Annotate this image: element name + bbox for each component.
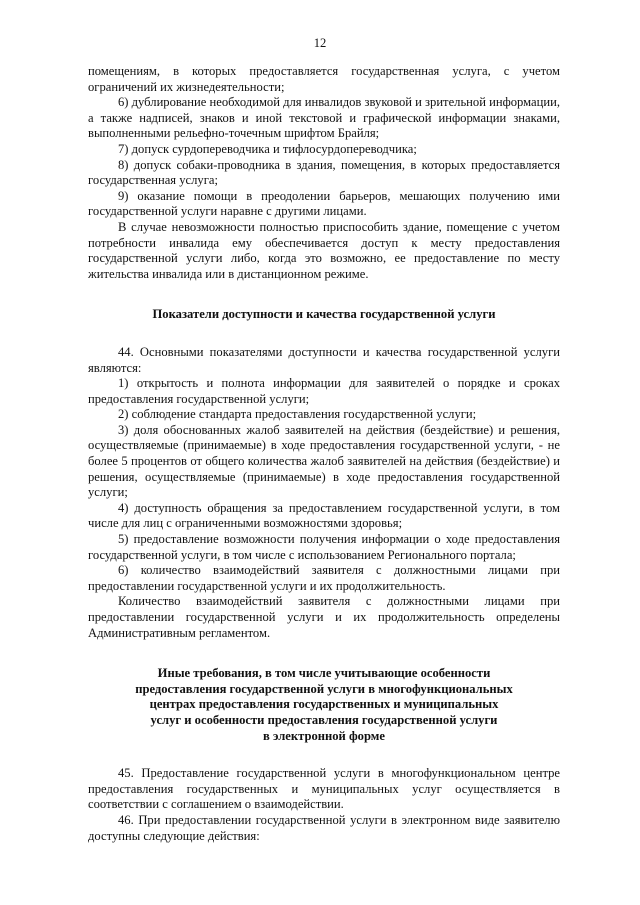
list-item: 5) предоставление возможности получения информации о ходе предоставления государственной услуги, в том числе с использованием Регионального портала;: [88, 532, 560, 562]
paragraph: помещениям, в которых предоставляется государственная услуга, с учетом ограничений их жизнедеятельности;: [88, 64, 560, 94]
heading-line: Иные требования, в том числе учитывающие особенности: [157, 666, 491, 681]
paragraph: В случае невозможности полностью приспособить здание, помещение с учетом потребности инвалида ему обеспечивается доступ к месту предоставления государственной услуги либо, когда это возможно, ее предоставление по месту жительства инвалида или в дистанционном режиме.: [88, 219, 560, 281]
heading-line: центрах предоставления государственных и муниципальных: [149, 697, 499, 712]
list-item: 7) допуск сурдопереводчика и тифлосурдопереводчика;: [118, 141, 417, 156]
list-item: 6) количество взаимодействий заявителя с должностными лицами при предоставлении государственной услуги и их продолжительность.: [88, 563, 560, 593]
list-item: 2) соблюдение стандарта предоставления государственной услуги;: [118, 407, 477, 422]
section-heading-accessibility: Показатели доступности и качества государственной услуги: [152, 307, 496, 322]
paragraph: 45. Предоставление государственной услуги в многофункциональном центре предоставления государственных и муниципальных услуг осуществляется в соответствии с соглашением о взаимодействии.: [88, 766, 560, 812]
list-item: 8) допуск собаки-проводника в здания, помещения, в которых предоставляется государственная услуга;: [88, 157, 560, 188]
heading-line: предоставления государственной услуги в многофункциональных: [135, 681, 513, 696]
list-item: 4) доступность обращения за предоставлением государственной услуги, в том числе для лиц с ограниченными возможностями здоровья;: [88, 500, 560, 531]
page-number: 12: [313, 36, 327, 50]
list-item: 9) оказание помощи в преодолении барьеров, мешающих получению ими государственной услуги наравне с другими лицами.: [88, 188, 560, 219]
heading-line: в электронной форме: [263, 728, 385, 743]
paragraph: 46. При предоставлении государственной услуги в электронном виде заявителю доступны следующие действия:: [88, 812, 560, 843]
paragraph: 44. Основными показателями доступности и качества государственной услуги являются:: [88, 344, 560, 375]
heading-line: услуг и особенности предоставления государственной услуги: [150, 712, 498, 727]
list-item: 3) доля обоснованных жалоб заявителей на действия (бездействие) и решения, осуществляемые (принимаемые) в ходе предоставления государственной услуги, - не более 5 процентов от общего количества жалоб заявителей на действия (бездействие) и решения, осуществляемые (принимаемые) в ходе предоставления государственной услуги;: [88, 422, 560, 500]
paragraph: Количество взаимодействий заявителя с должностными лицами при предоставлении государственной услуги и их продолжительность определены Административным регламентом.: [88, 594, 560, 640]
section-heading-other-requirements: [88, 666, 560, 744]
list-item: 6) дублирование необходимой для инвалидов звуковой и зрительной информации, а также надписей, знаков и иной текстовой и графической информации знаками, выполненными рельефно-точечным шрифтом Брайля;: [88, 95, 560, 141]
list-item: 1) открытость и полнота информации для заявителей о порядке и сроках предоставления государственной услуги;: [88, 376, 560, 406]
page-body: [88, 64, 560, 844]
